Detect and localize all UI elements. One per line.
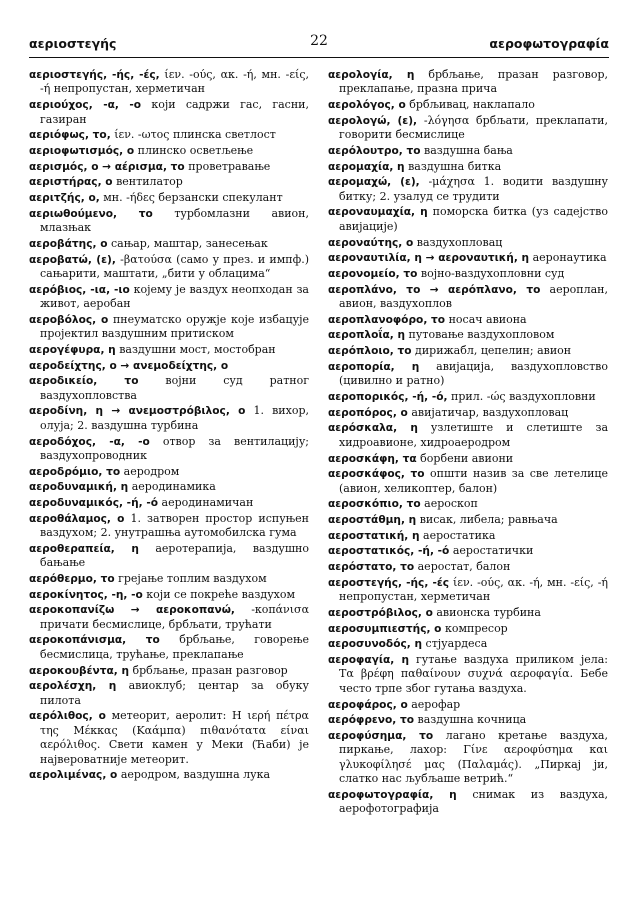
entry-headword: αεροπλανοφόρο, το bbox=[328, 313, 446, 326]
dictionary-entry bbox=[328, 560, 608, 574]
entry-definition: дирижабл, цепелин; авион bbox=[411, 344, 572, 358]
entry-headword: αεροναύτης, ο bbox=[328, 236, 414, 249]
entry-definition: метеорит, аеролит: Η ιερή πέτρα της Μέκκας (Καάμπα) πιθανότατα είναι αερόλιθος. Свети камен у Меки (Ћаби) је највероватније метеорит. bbox=[40, 709, 309, 766]
page-header bbox=[0, 0, 638, 60]
dictionary-entry bbox=[29, 343, 309, 357]
dictionary-entry bbox=[29, 253, 309, 282]
dictionary-entry bbox=[29, 98, 309, 127]
entry-definition: гутање ваздуха приликом јела: Τα βρέφη παθαίνουν συχνά αεροφαγία. Бебе често трпе због гутања ваздуха. bbox=[339, 653, 608, 695]
dictionary-entry bbox=[29, 128, 309, 142]
entry-headword: αεροθάλαμος, ο bbox=[29, 512, 125, 525]
dictionary-entry bbox=[328, 283, 608, 312]
dictionary-entry bbox=[29, 512, 309, 541]
entry-definition: аеродинамичан bbox=[158, 496, 254, 510]
dictionary-entry bbox=[328, 68, 608, 97]
entry-definition: аеронаутика bbox=[529, 251, 607, 265]
dictionary-entry bbox=[328, 360, 608, 389]
entry-headword: αερόστατο, το bbox=[328, 561, 415, 574]
entry-definition: брбљање, празан разговор bbox=[128, 663, 288, 677]
dictionary-entry bbox=[328, 175, 608, 204]
entry-definition: аеродром, ваздушна лука bbox=[117, 768, 271, 782]
dictionary-entry bbox=[328, 98, 608, 112]
entry-definition: аеротерапија, ваздушно бањање bbox=[40, 541, 309, 570]
dictionary-entry bbox=[29, 435, 309, 464]
entry-headword: αερισμός, ο → αέρισμα, το bbox=[29, 160, 185, 173]
dictionary-entry bbox=[29, 207, 309, 236]
dictionary-entry bbox=[328, 529, 608, 543]
entry-headword: αεριούχος, -α, -ο bbox=[29, 99, 142, 112]
entry-headword: αερολιμένας, ο bbox=[29, 769, 118, 782]
entry-definition: -λόγησα брбљати, преклапати, говорити бесмислице bbox=[339, 113, 608, 142]
entry-headword: αερόλιθος, ο bbox=[29, 710, 106, 723]
entry-headword: αεροφύσημα, το bbox=[328, 729, 434, 742]
entry-definition: узлетиште и слетиште за хидроавионе, хидроаеродром bbox=[339, 421, 609, 449]
entry-definition: плинско осветљење bbox=[134, 143, 254, 157]
dictionary-entry bbox=[328, 267, 608, 281]
entry-definition: аероскоп bbox=[420, 497, 478, 511]
dictionary-entry bbox=[29, 68, 309, 97]
dictionary-entry bbox=[29, 191, 309, 205]
entry-definition: општи назив за све летелице (авион, хеликоптер, балон) bbox=[339, 467, 608, 495]
entry-definition: пнеуматско оружје које избацује пројектил ваздушним притиском bbox=[40, 312, 309, 341]
entry-headword: αεροπλάνο, το → αερόπλανο, το bbox=[328, 283, 541, 296]
dictionary-entry bbox=[328, 729, 608, 787]
dictionary-entry bbox=[29, 144, 309, 158]
entry-headword: αεροκουβέντα, η bbox=[29, 664, 129, 677]
dictionary-entry bbox=[328, 452, 608, 466]
entry-headword: αεροβατώ, (ε), bbox=[29, 253, 116, 266]
entry-headword: αερόπλοιο, το bbox=[328, 345, 412, 358]
entry-definition: ίεν. -ωτος плинска светлост bbox=[110, 128, 276, 142]
entry-definition: ваздухопловац bbox=[413, 235, 503, 249]
dictionary-entry bbox=[328, 713, 608, 727]
entry-definition: војно-ваздухопловни суд bbox=[417, 266, 565, 280]
entry-definition: висак, либела; равњача bbox=[416, 513, 558, 527]
entry-definition: сањар, маштар, занесењак bbox=[107, 236, 268, 250]
entry-definition: авијација, ваздухопловство (цивилно и ратно) bbox=[339, 359, 608, 388]
dictionary-entry bbox=[328, 114, 608, 143]
entry-headword: αεροπορικός, -ή, -ό, bbox=[328, 390, 448, 403]
entry-headword: αεροδρόμιο, το bbox=[29, 465, 121, 478]
entry-definition: брбљање, празан разговор, преклапање, празна прича bbox=[339, 68, 608, 96]
entry-headword: αερόβιος, -ια, -ιο bbox=[29, 283, 130, 296]
dictionary-entry bbox=[328, 606, 608, 620]
entry-headword: αεροσυνοδός, η bbox=[328, 638, 423, 651]
dictionary-entry bbox=[29, 404, 309, 433]
entry-definition: војни суд ратног ваздухопловства bbox=[40, 374, 309, 402]
entry-headword: αεριοφωτισμός, ο bbox=[29, 144, 135, 157]
page-number: 22 bbox=[310, 33, 328, 49]
entry-definition: ίεν. -ούς, ακ. -ή, мн. -είς, -ή непропустан, херметичан bbox=[339, 575, 608, 604]
header-first-headword: αεριοστεγής bbox=[29, 36, 117, 51]
entry-headword: αεροστεγής, -ής, -ές bbox=[328, 576, 450, 589]
dictionary-entry bbox=[29, 359, 309, 373]
entry-definition: отвор за вентилацију; ваздухопроводник bbox=[40, 434, 309, 462]
entry-definition: ίεν. -ούς, ακ. -ή, мн. -είς, -ή непропустан, херметичан bbox=[40, 68, 309, 96]
entry-headword: αεροβάτης, ο bbox=[29, 237, 108, 250]
entry-definition: путовање ваздухопловом bbox=[405, 328, 555, 342]
entry-definition: прил. -ώς ваздухопловни bbox=[447, 389, 596, 403]
entry-headword: αεροστρόβιλος, ο bbox=[328, 606, 433, 619]
entry-definition: аерофар bbox=[407, 697, 461, 711]
entry-headword: αεροδικείο, το bbox=[29, 375, 139, 388]
dictionary-entry bbox=[328, 544, 608, 558]
entry-headword: αεροφάρος, ο bbox=[328, 698, 408, 711]
entry-headword: αεροναυμαχία, η bbox=[328, 206, 428, 219]
dictionary-entry bbox=[328, 144, 608, 158]
dictionary-entry bbox=[29, 542, 309, 571]
dictionary-entry bbox=[328, 622, 608, 636]
dictionary-entry bbox=[328, 328, 608, 342]
entry-definition: борбени авиони bbox=[416, 451, 514, 465]
entry-headword: αεροθεραπεία, η bbox=[29, 542, 139, 555]
dictionary-entry bbox=[328, 344, 608, 358]
entry-definition: аеродинамика bbox=[128, 480, 216, 494]
entry-headword: αεροστατική, η bbox=[328, 529, 420, 542]
entry-definition: -κοπάνισα причати бесмислице, брбљати, трућати bbox=[40, 603, 309, 631]
entry-headword: αεριοστεγής, -ής, -ές, bbox=[29, 69, 160, 81]
entry-headword: αεροδείχτης, ο → ανεμοδείχτης, ο bbox=[29, 359, 229, 372]
entry-headword: αερόσκαλα, η bbox=[328, 422, 418, 435]
entry-headword: αερολογώ, (ε), bbox=[328, 114, 418, 127]
entry-headword: αεροκοπανίζω → αεροκοπανώ, bbox=[29, 604, 235, 617]
entry-headword: αερολέσχη, η bbox=[29, 680, 117, 693]
entry-definition: 1. затворен простор испуњен ваздухом; 2. унутрашња аутомобилска гума bbox=[40, 511, 309, 540]
entry-headword: αεριστήρας, ο bbox=[29, 176, 113, 189]
dictionary-entry bbox=[29, 480, 309, 494]
dictionary-entry bbox=[328, 390, 608, 404]
entry-headword: αερόλουτρο, το bbox=[328, 144, 421, 157]
entry-definition: вентилатор bbox=[112, 175, 183, 189]
dictionary-entry bbox=[328, 653, 608, 696]
dictionary-entry bbox=[29, 283, 309, 312]
entry-definition: компресор bbox=[441, 621, 508, 635]
entry-definition: ваздушна кочница bbox=[414, 713, 527, 727]
dictionary-entry bbox=[29, 496, 309, 510]
entry-headword: αεριτζής, ο, bbox=[29, 192, 100, 205]
dictionary-entry bbox=[328, 698, 608, 712]
entry-definition: који садржи гас, гасни, газиран bbox=[40, 98, 309, 126]
entry-headword: αεροπόρος, ο bbox=[328, 406, 408, 419]
dictionary-entry bbox=[29, 465, 309, 479]
dictionary-entry bbox=[328, 160, 608, 174]
entry-headword: αεροκίνητος, -η, -ο bbox=[29, 588, 143, 601]
entry-definition: турбомлазни авион, млазњак bbox=[40, 206, 309, 235]
dictionary-entry bbox=[29, 313, 309, 342]
dictionary-entry bbox=[328, 637, 608, 651]
entry-definition: ваздушна битка bbox=[404, 159, 502, 173]
dictionary-entry bbox=[29, 709, 309, 767]
dictionary-entry bbox=[328, 205, 608, 234]
dictionary-entry bbox=[29, 237, 309, 251]
entry-headword: αερογέφυρα, η bbox=[29, 343, 116, 356]
dictionary-entry bbox=[328, 236, 608, 250]
entry-definition: снимак из ваздуха, аерофотографија bbox=[339, 787, 609, 816]
entry-headword: αεροδόχος, -α, -ο bbox=[29, 435, 150, 448]
entry-headword: αεροσκάφη, τα bbox=[328, 452, 417, 465]
entry-definition: аеростатички bbox=[449, 544, 534, 558]
entry-headword: αεροπλοΐα, η bbox=[328, 329, 406, 342]
entry-headword: αεροδυναμικός, -ή, -ό bbox=[29, 497, 159, 510]
entry-definition: лагано кретање ваздуха, пиркање, лахор: Γίνε αεροφύσημα και γλυκοφίλησέ μας (Παλαμάς). „Пиркај ји, слатко нас љубљаше ветрић.“ bbox=[339, 728, 608, 786]
dictionary-entry bbox=[29, 768, 309, 782]
entry-definition: брбљање, говорење бесмислица, трућање, преклапање bbox=[40, 633, 309, 661]
entry-definition: 1. вихор, олуја; 2. ваздушна турбина bbox=[40, 404, 309, 432]
dictionary-entry bbox=[29, 374, 309, 403]
dictionary-entry bbox=[328, 467, 608, 496]
entry-definition: -βατούσα (само у през. и импф.) сањарити, маштати, „бити у облацима“ bbox=[40, 252, 309, 280]
entry-definition: мн. -ήδες берзански спекулант bbox=[99, 191, 283, 205]
entry-headword: αερόθερμο, το bbox=[29, 572, 115, 585]
entry-headword: αεριωθούμενο, το bbox=[29, 207, 153, 220]
dictionary-entry bbox=[328, 513, 608, 527]
dictionary-entry bbox=[328, 788, 608, 817]
entry-definition: аероплан, авион, ваздухоплов bbox=[339, 282, 608, 311]
entry-definition: проветравање bbox=[184, 159, 271, 173]
right-column bbox=[328, 68, 608, 818]
entry-headword: αερονομείο, το bbox=[328, 267, 418, 280]
entry-headword: αερόφρενο, το bbox=[328, 714, 415, 727]
entry-definition: којему је ваздух неопходан за живот, аеробан bbox=[40, 282, 309, 311]
entry-headword: αεροσκάφος, το bbox=[328, 468, 425, 481]
entry-definition: стјуардеса bbox=[422, 637, 488, 651]
entry-definition: -μάχησα 1. водити ваздушну битку; 2. узалуд се трудити bbox=[339, 175, 608, 203]
entry-headword: αεροσκόπιο, το bbox=[328, 498, 421, 511]
dictionary-entry bbox=[29, 664, 309, 678]
dictionary-entry bbox=[328, 406, 608, 420]
header-rule bbox=[29, 57, 609, 58]
entry-definition: авионска турбина bbox=[432, 605, 541, 619]
dictionary-entry bbox=[29, 588, 309, 602]
entry-definition: аеродром bbox=[120, 464, 180, 478]
dictionary-entry bbox=[328, 421, 608, 450]
entry-definition: аеростат, балон bbox=[414, 560, 511, 574]
entry-definition: авиоклуб; центар за обуку пилота bbox=[40, 679, 309, 707]
entry-definition: који се покреће ваздухом bbox=[142, 587, 296, 601]
entry-headword: αεριόφως, το, bbox=[29, 129, 111, 142]
header-last-headword: αεροφωτογραφία bbox=[489, 36, 609, 51]
dictionary-entry bbox=[29, 679, 309, 708]
entry-headword: αεροκοπάνισμα, το bbox=[29, 634, 160, 647]
entry-headword: αεροδίνη, η → ανεμοστρόβιλος, ο bbox=[29, 405, 246, 418]
entry-definition: аеростатика bbox=[419, 528, 496, 542]
entry-definition: поморска битка (уз садејство авијације) bbox=[339, 205, 608, 233]
entry-definition: ваздушна бања bbox=[420, 143, 513, 157]
dictionary-entry bbox=[29, 160, 309, 174]
entry-definition: грејање топлим ваздухом bbox=[114, 571, 267, 585]
left-column bbox=[29, 68, 309, 784]
entry-headword: αερολόγος, ο bbox=[328, 99, 406, 112]
entry-headword: αεροπορία, η bbox=[328, 360, 420, 373]
entry-definition: носач авиона bbox=[445, 312, 527, 326]
dictionary-entry bbox=[29, 633, 309, 662]
entry-headword: αεροστάθμη, η bbox=[328, 514, 417, 527]
dictionary-entry bbox=[328, 313, 608, 327]
entry-definition: брбљивац, наклапало bbox=[405, 98, 535, 112]
dictionary-entry bbox=[328, 576, 608, 605]
dictionary-entry bbox=[29, 175, 309, 189]
entry-headword: αεροφαγία, η bbox=[328, 654, 410, 667]
dictionary-entry bbox=[29, 572, 309, 586]
entry-headword: αεροβόλος, ο bbox=[29, 313, 109, 326]
entry-definition: ваздушни мост, мостобран bbox=[115, 342, 276, 356]
dictionary-entry bbox=[328, 497, 608, 511]
entry-headword: αεροσυμπιεστής, ο bbox=[328, 622, 442, 635]
entry-headword: αεροδυναμική, η bbox=[29, 481, 129, 494]
entry-definition: авијатичар, ваздухопловац bbox=[407, 405, 569, 419]
entry-headword: αεροστατικός, -ή, -ό bbox=[328, 545, 450, 558]
entry-headword: αερομαχία, η bbox=[328, 160, 405, 173]
dictionary-entry bbox=[29, 603, 309, 632]
entry-headword: αεροναυτιλία, η → αεροναυτική, η bbox=[328, 252, 530, 265]
entry-headword: αερολογία, η bbox=[328, 69, 415, 81]
dictionary-entry bbox=[328, 251, 608, 265]
entry-headword: αεροφωτογραφία, η bbox=[328, 788, 457, 801]
entry-headword: αερομαχώ, (ε), bbox=[328, 176, 420, 189]
